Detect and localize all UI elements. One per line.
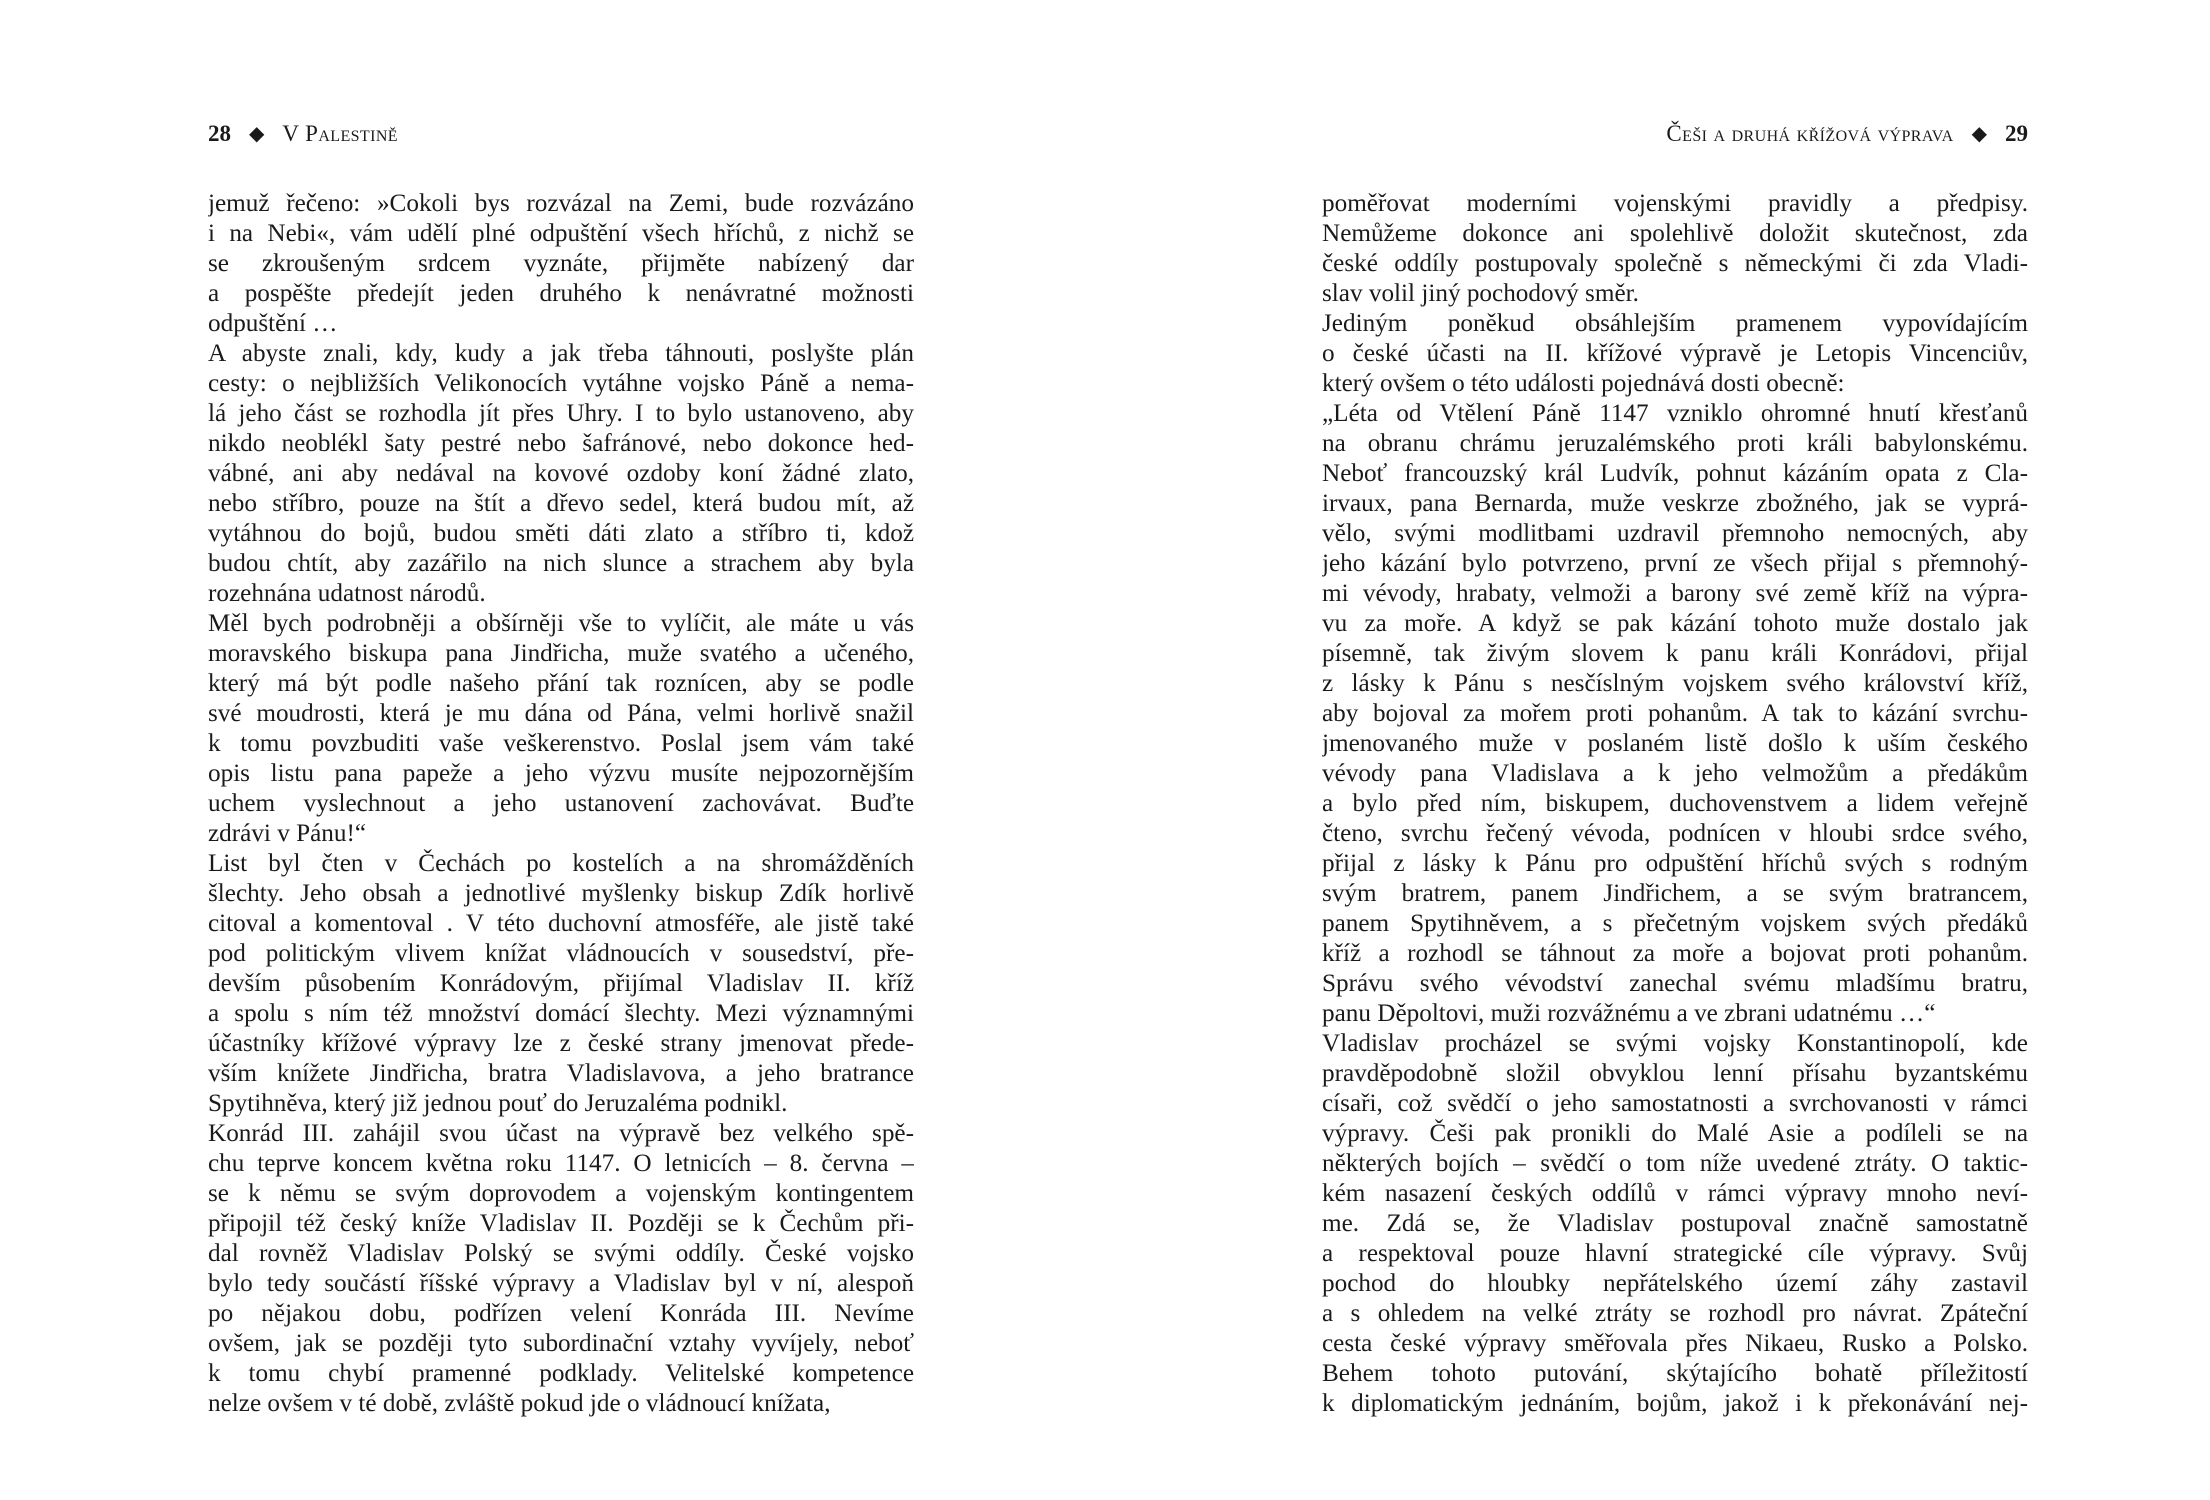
text-line: po nějakou dobu, podřízen velení Konráda III. Nevíme [208,1300,914,1327]
text-line: cesty: o nejbližších Velikonocích vytáhne vojsko Páně a nema- [208,370,914,397]
text-line: devším působením Konrádovým, přijímal Vladislav II. kříž [208,970,914,997]
text-line: Nemůžeme dokonce ani spolehlivě doložit skutečnost, zda [1322,220,2028,247]
text-line: List byl čten v Čechách po kostelích a na shromážděních [208,850,914,877]
text-line: uchem vyslechnout a jeho ustanovení zachovávat. Buďte [208,790,914,817]
text-line: císaři, což svědčí o jeho samostatnosti a svrchovanosti v rámci [1322,1090,2028,1117]
text-line: na obranu chrámu jeruzalémského proti králi babylonskému. [1322,430,2028,457]
text-line: své moudrosti, která je mu dána od Pána, velmi horlivě snažil [208,700,914,727]
text-line: pochod do hloubky nepřátelského území záhy zastavil [1322,1270,2028,1297]
text-line: citoval a komentoval . V této duchovní atmosféře, ale jistě také [208,910,914,937]
text-line: budou chtít, aby zazářilo na nich slunce a strachem aby byla [208,550,914,577]
text-line: vu za moře. A když se pak kázání tohoto muže dostalo jak [1322,610,2028,637]
text-line: pravděpodobně složil obvyklou lenní přísahu byzantskému [1322,1060,2028,1087]
text-line: k tomu povzbuditi vaše veškerenstvo. Poslal jsem vám také [208,730,914,757]
text-line: přijal z lásky k Pánu pro odpuštění hříchů svých s rodným [1322,850,2028,877]
text-line: vábné, ani aby nedával na kovové ozdoby koní žádné zlato, [208,460,914,487]
text-line: dal rovněž Vladislav Polský se svými oddíly. České vojsko [208,1240,914,1267]
text-line: poměřovat moderními vojenskými pravidly a předpisy. [1322,190,2028,217]
text-line: o české účasti na II. křížové výpravě je Letopis Vincenciův, [1322,340,2028,367]
text-line: jeho kázání bylo potvrzeno, první ze všech přijal s přemnohý- [1322,550,2028,577]
text-line: panem Spytihněvem, a s přečetným vojskem svých předáků [1322,910,2028,937]
text-line: svým bratrem, panem Jindřichem, a se svým bratrancem, [1322,880,2028,907]
text-line: Konrád III. zahájil svou účast na výpravě bez velkého spě- [208,1120,914,1147]
text-line: Behem tohoto putování, skýtajícího bohatě příležitostí [1322,1360,2028,1387]
left-body-text [208,189,914,1419]
text-line: nebo stříbro, pouze na štít a dřevo sedel, která budou mít, až [208,490,914,517]
text-line: výpravy. Češi pak pronikli do Malé Asie a podíleli se na [1322,1120,2028,1147]
text-line: opis listu pana papeže a jeho výzvu musíte nejpozornějším [208,760,914,787]
text-line: Neboť francouzský král Ludvík, pohnut kázáním opata z Cla- [1322,460,2028,487]
text-line: Správu svého vévodství zanechal svému mladšímu bratru, [1322,970,2028,997]
text-line: připojil též český kníže Vladislav II. Později se k Čechům při- [208,1210,914,1237]
diamond-ornament-icon: ◆ [249,123,265,145]
text-line: se k němu se svým doprovodem a vojenským kontingentem [208,1180,914,1207]
text-line: k tomu chybí pramenné podklady. Velitelské kompetence [208,1360,914,1387]
text-line: slav volil jiný pochodový směr. [1322,280,1639,307]
text-line: vévody pana Vladislava a k jeho velmožům a předákům [1322,760,2028,787]
text-line: rozehnána udatnost národů. [208,580,486,607]
text-line: a pospěšte předejít jeden druhého k nenávratné možnosti [208,280,914,307]
text-line: vytáhnou do bojů, budou směti dáti zlato a stříbro ti, kdož [208,520,914,547]
text-line: i na Nebi«, vám udělí plné odpuštění všech hříchů, z nichž se [208,220,914,247]
text-line: A abyste znali, kdy, kudy a jak třeba táhnouti, poslyšte plán [208,340,914,367]
text-line: bylo tedy součástí říšské výpravy a Vladislav byl v ní, alespoň [208,1270,914,1297]
left-running-header [208,117,914,151]
text-line: vělo, svými modlitbami uzdravil přemnoho nemocných, aby [1322,520,2028,547]
running-head-title: Češi a druhá křížová výprava [1666,121,1954,146]
text-line: panu Děpoltovi, muži rozvážnému a ve zbrani udatnému …“ [1322,1000,1936,1027]
text-line: některých bojích – svědčí o tom níže uvedené ztráty. O taktic- [1322,1150,2028,1177]
text-line: cesta české výpravy směřovala přes Nikaeu, Rusko a Polsko. [1322,1330,2028,1357]
text-line: šlechty. Jeho obsah a jednotlivé myšlenky biskup Zdík horlivě [208,880,914,907]
text-line: jmenovaného muže v poslaném listě došlo k uším českého [1322,730,2028,757]
text-line: z lásky k Pánu s nesčíslným vojskem svého království kříž, [1322,670,2028,697]
page-number: 29 [2005,121,2028,146]
text-line: a s ohledem na velké ztráty se rozhodl pro návrat. Zpáteční [1322,1300,2028,1327]
text-line: který má být podle našeho přání tak roznícen, aby se podle [208,670,914,697]
text-line: moravského biskupa pana Jindřicha, muže svatého a učeného, [208,640,914,667]
right-body-text [1322,189,2028,1419]
text-line: pod politickým vlivem knížat vládnoucích v sousedství, pře- [208,940,914,967]
right-running-header [1322,117,2028,151]
running-head-title: V Palestině [282,121,398,146]
text-line: a bylo před ním, biskupem, duchovenstvem a lidem veřejně [1322,790,2028,817]
text-line: nikdo neoblékl šaty pestré nebo šafránové, nebo dokonce hed- [208,430,914,457]
text-line: zdrávi v Pánu!“ [208,820,367,847]
text-line: chu teprve koncem května roku 1147. O letnicích – 8. června – [208,1150,914,1177]
text-line: „Léta od Vtělení Páně 1147 vzniklo ohromné hnutí křesťanů [1322,400,2028,427]
text-line: me. Zdá se, že Vladislav postupoval značně samostatně [1322,1210,2028,1237]
text-line: který ovšem o této události pojednává dosti obecně: [1322,370,1845,397]
page-number: 28 [208,121,231,146]
text-line: Měl bych podrobněji a obšírněji vše to vylíčit, ale máte u vás [208,610,914,637]
text-line: a respektoval pouze hlavní strategické cíle výpravy. Svůj [1322,1240,2028,1267]
text-line: jemuž řečeno: »Cokoli bys rozvázal na Zemi, bude rozvázáno [208,190,914,217]
text-line: účastníky křížové výpravy lze z české strany jmenovat přede- [208,1030,914,1057]
text-line: k diplomatickým jednáním, bojům, jakož i k překonávání nej- [1322,1390,2028,1417]
text-line: Spytihněva, který již jednou pouť do Jeruzaléma podnikl. [208,1090,788,1117]
text-line: čteno, svrchu řečený vévoda, podnícen v hloubi srdce svého, [1322,820,2028,847]
text-line: kém nasazení českých oddílů v rámci výpravy mnoho neví- [1322,1180,2028,1207]
text-line: české oddíly postupovaly společně s německými či zda Vladi- [1322,250,2028,277]
text-line: Vladislav procházel se svými vojsky Konstantinopolí, kde [1322,1030,2028,1057]
text-line: se zkroušeným srdcem vyznáte, přijměte nabízený dar [208,250,914,277]
text-line: kříž a rozhodl se táhnout za moře a bojovat proti pohanům. [1322,940,2028,967]
text-line: lá jeho část se rozhodla jít přes Uhry. I to bylo ustanoveno, aby [208,400,914,427]
text-line: irvaux, pana Bernarda, muže veskrze zbožného, jak se vyprá- [1322,490,2028,517]
text-line: a spolu s ním též množství domácí šlechty. Mezi významnými [208,1000,914,1027]
text-line: mi vévody, hrabaty, velmoži a barony své země kříž na výpra- [1322,580,2028,607]
text-line: aby bojoval za mořem proti pohanům. A tak to kázání svrchu- [1322,700,2028,727]
right-page [1105,0,2210,1500]
text-line: odpuštění … [208,310,338,337]
text-line: vším knížete Jindřicha, bratra Vladislavova, a jeho bratrance [208,1060,914,1087]
text-line: písemně, tak živým slovem k panu králi Konrádovi, přijal [1322,640,2028,667]
text-line: ovšem, jak se později tyto subordinační vztahy vyvíjely, neboť [208,1330,914,1357]
text-line: Jediným poněkud obsáhlejším pramenem vypovídajícím [1322,310,2028,337]
diamond-ornament-icon: ◆ [1971,123,1987,145]
text-line: nelze ovšem v té době, zvláště pokud jde o vládnoucí knížata, [208,1390,831,1417]
